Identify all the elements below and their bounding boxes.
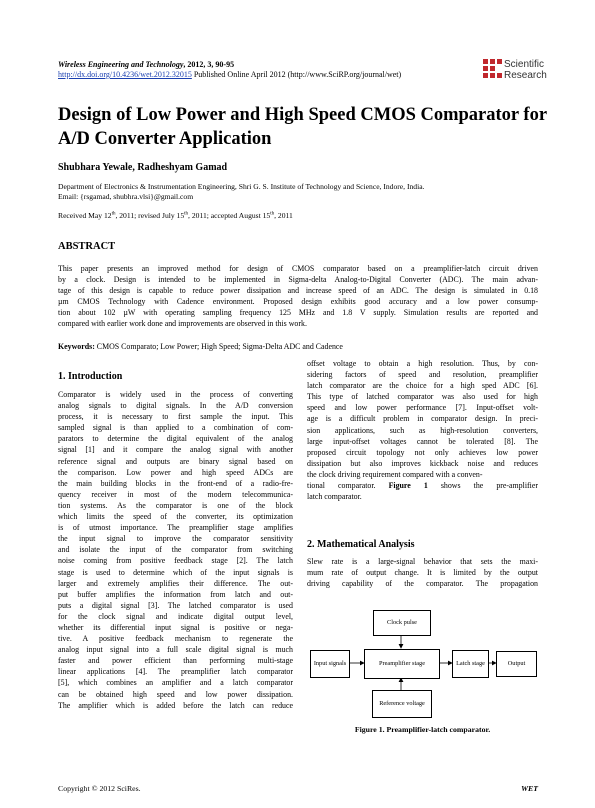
- abstract-line: µm CMOS Technology with Cadence environment. Proposed design exhibits good accuracy and a low power consump-: [58, 297, 538, 307]
- section-heading-introduction: 1. Introduction: [58, 371, 123, 382]
- figure-1-diagram: [307, 608, 538, 723]
- preamplifier-stage-block: Preamplifier stage: [364, 649, 440, 679]
- paragraph-line: whether its differential input signal is positive or nega-: [58, 622, 293, 632]
- journal-citation: , 2012, 3, 90-95: [183, 60, 235, 69]
- paragraph-line: driving capability of the comparator. The propagation: [307, 579, 538, 589]
- paragraph-line: sampled signal is than applied to a combination of com-: [58, 423, 293, 433]
- journal-header: [58, 60, 234, 70]
- paragraph-line: offset voltage to obtain a high resolution. Thus, by con-: [307, 359, 538, 368]
- section-heading-mathematical-analysis: 2. Mathematical Analysis: [307, 539, 415, 550]
- paragraph-line: linear applications [4]. The preamplifier latch comparator: [58, 667, 293, 677]
- paragraph-line: the main building blocks in the front-end of a radio-fre-: [58, 478, 293, 488]
- abstract-line: by a clock. Design is intended to be implemented in Sigma-delta Analog-to-Digital Converter (ADC). The main advan-: [58, 275, 538, 285]
- paragraph-line: latch comparator.: [307, 492, 362, 502]
- paragraph-line: process, it is necessary to first sample the input. This: [58, 412, 293, 422]
- clock-pulse-block: Clock pulse: [373, 610, 431, 636]
- paragraph-line: tional comparator. Figure 1 shows the pre-amplifier: [307, 481, 538, 491]
- affiliation-block: [58, 182, 424, 202]
- paragraph-line: signal [1] and it compare the analog signal with another: [58, 445, 293, 455]
- scirp-logo: [482, 58, 552, 84]
- doi-link[interactable]: http://dx.doi.org/10.4236/wet.2012.32015: [58, 70, 192, 79]
- paragraph-line: the comparison. Low power and high speed ADCs are: [58, 467, 293, 477]
- paper-authors: Shubhara Yewale, Radheshyam Gamad: [58, 162, 228, 173]
- output-block: Output: [496, 651, 537, 677]
- paragraph-line: Slew rate is a large-signal behavior that sets the maxi-: [307, 557, 538, 566]
- paragraph-line: reference signal and outputs are binary signal based on: [58, 456, 293, 466]
- paragraph-line: larger and extremely amplifies their difference. The out-: [58, 578, 293, 588]
- paragraph-line: tion systems. As the comparator is one of the block: [58, 500, 293, 510]
- paragraph-line: the clock driving requirement compared with a conven-: [307, 469, 483, 479]
- paragraph-line: mum rate of output change. It is limited by the output: [307, 568, 538, 578]
- paragraph-line: proposed circuit topology not only achieves low power: [307, 447, 538, 457]
- paper-title: Design of Low Power and High Speed CMOS Comparator for A/D Converter Application: [58, 105, 547, 149]
- paragraph-line: puts a digital signal [3]. The latched comparator is used: [58, 600, 293, 610]
- paragraph-line: the input signal to improve the comparator sensitivity: [58, 534, 293, 544]
- keywords: [58, 341, 538, 352]
- published-online: Published Online April 2012 (http://www.SciRP.org/journal/wet): [191, 70, 402, 79]
- abstract-line: This paper presents an improved method for design of CMOS comparator based on a preamplifier-latch circuit driven: [58, 264, 538, 273]
- keywords-text: CMOS Comparato; Low Power; High Speed; Sigma-Delta ADC and Cadence: [94, 342, 343, 351]
- reference-voltage-block: Reference voltage: [372, 690, 432, 718]
- email: Email: {rsgamad, shubhra.vlsi}@gmail.com: [58, 192, 194, 201]
- paragraph-line: latch comparator are the choice for a high sped ADC [6].: [307, 381, 538, 391]
- paragraph-line: stage is used to determine which of the input signals is: [58, 567, 293, 577]
- abstract-line: tage of this design is capable to reduce power dissipation and increase speed of an ADC. The design is simulated in 0.18: [58, 286, 538, 296]
- affiliation: Department of Electronics & Instrumentation Engineering, Shri G. S. Institute of Technology and Science, Indore, India.: [58, 182, 425, 191]
- paragraph-line: analog signals to digital signals. In the A/D conversion: [58, 401, 293, 411]
- paragraph-line: tive. A positive feedback mechanism to regenerate the: [58, 634, 293, 644]
- journal-abbrev: WET: [521, 784, 538, 793]
- figure-1-reference: Figure 1: [388, 481, 428, 491]
- scirp-logo-text: Scientific Research: [504, 59, 547, 81]
- paragraph-line: is of utmost importance. The preamplifier stage amplifies: [58, 523, 293, 533]
- paragraph-line: faster and power efficient than performing multi-stage: [58, 656, 293, 666]
- paragraph-line: parators to determine the digital equivalent of the analog: [58, 434, 293, 444]
- paragraph-line: analog input signal into a full scale digital signal is much: [58, 645, 293, 655]
- mathematical-analysis-body: [307, 556, 538, 589]
- paragraph-line: quency receiver in most of the modern telecommunica-: [58, 489, 293, 499]
- introduction-continued: [307, 358, 538, 502]
- abstract-body: [58, 263, 538, 330]
- scirp-logo-icon: [482, 58, 504, 82]
- doi-line: [58, 70, 401, 80]
- paragraph-line: for the clock signal and indicate digital output level,: [58, 611, 293, 621]
- paragraph-line: The amplifier which is added before the latch can reduce: [58, 700, 293, 710]
- figure-1-caption: Figure 1. Preamplifier-latch comparator.: [354, 725, 491, 734]
- latch-stage-block: Latch stage: [452, 650, 489, 678]
- paragraph-line: which limits the speed of the converter, its optimization: [58, 512, 293, 522]
- input-signals-block: Input signals: [310, 650, 350, 678]
- abstract-heading: ABSTRACT: [58, 241, 116, 252]
- paragraph-line: can be obtained high speed and low power dissipation.: [58, 689, 293, 699]
- abstract-line: compared with earlier work done and improvements are observed in this work.: [58, 319, 307, 329]
- journal-name: Wireless Engineering and Technology: [58, 60, 184, 69]
- paragraph-line: put buffer amplifies the information from latch and out-: [58, 589, 293, 599]
- paragraph-line: age is a difficult problem in comparator design. In preci-: [307, 414, 538, 424]
- copyright: Copyright © 2012 SciRes.: [58, 784, 141, 793]
- introduction-body: [58, 389, 293, 711]
- paragraph-line: and isolate the input of the comparator from switching: [58, 545, 293, 555]
- abstract-line: tion about 102 µW with operating sampling frequency 125 MHz and 1.8 V supply. Simulation results are reported and: [58, 308, 538, 318]
- paragraph-line: [5], which combines an amplifier and a latch comparator: [58, 678, 293, 688]
- paragraph-line: large input-offset voltages cannot be tolerated [8]. The: [307, 436, 538, 446]
- paragraph-line: dissipation but also improves kickback noise and reduces: [307, 458, 538, 468]
- paragraph-line: This type of latched comparator was also used for high: [307, 392, 538, 402]
- paragraph-line: speed and low power performance [7]. Input-offset volt-: [307, 403, 538, 413]
- paragraph-line: sion applications, such as high-resolution converters,: [307, 425, 538, 435]
- keywords-label: Keywords:: [58, 342, 95, 351]
- paragraph-line: sidering factors of speed and resolution, preamplifier: [307, 370, 538, 380]
- paragraph-line: noise coming from positive feedback stage [2]. The latch: [58, 556, 293, 566]
- received-dates: Received May 12th, 2011; revised July 15th, 2011; accepted August 15th, 2011: [58, 211, 293, 220]
- paragraph-line: Comparator is widely used in the process of converting: [58, 390, 293, 399]
